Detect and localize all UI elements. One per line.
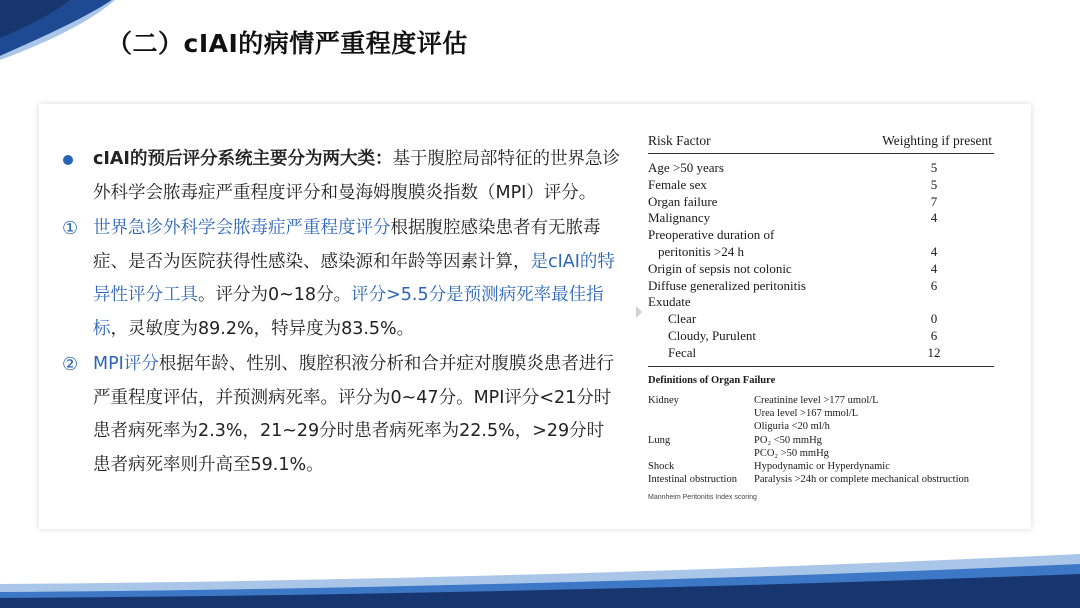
item1-highlight-3: 评分>5.5分是预测病死率最佳指标	[93, 285, 604, 339]
item1-text-2: 。评分为0~18分。	[198, 285, 352, 305]
bullet-dot-icon	[63, 155, 73, 165]
table-row: Malignancy 4	[648, 210, 938, 226]
table-row: peritonitis >24 h 4	[658, 243, 938, 259]
bullet-item-2	[60, 348, 620, 482]
table-row: Exudate	[648, 294, 691, 310]
header-risk-factor: Risk Factor	[648, 133, 711, 148]
table-rule-bottom	[648, 366, 994, 367]
item1-highlight-2: 是cIAI的特异性评分工具	[93, 251, 615, 305]
risk-table-rows	[648, 160, 994, 362]
bullet-main-text: 基于腹腔局部特征的世界急诊外科学会脓毒症严重程度评分和曼海姆腹膜炎指数（MPI）评分。	[93, 149, 620, 203]
bullet-main	[60, 143, 620, 210]
item2-text-1: 根据年龄、性别、腹腔积液分析和合并症对腹膜炎患者进行严重程度评估，并预测病死率。评分为0~47分。MPI评分<21分时患者病死率为2.3%，21~29分时患者病死率为22.5%，>29分时患者病死率则升高至59.1%。	[93, 354, 614, 475]
organ-row: Lung PO₂ <50 mmHg	[648, 434, 822, 446]
table-row: Clear 0	[668, 311, 938, 327]
table-rule-top	[648, 153, 994, 154]
table-row: Organ failure 7	[648, 193, 938, 209]
organ-failure-title: Definitions of Organ Failure	[648, 375, 776, 386]
scroll-arrow-icon	[636, 306, 642, 318]
slide-title: （二）cIAI的病情严重程度评估	[107, 29, 468, 58]
organ-row: Oliguria <20 ml/h	[754, 421, 830, 433]
header-weighting: Weighting if present	[882, 133, 992, 148]
bullet-list	[60, 143, 620, 482]
table-row: Fecal 12	[668, 344, 941, 360]
bottom-wave-decoration	[0, 548, 1080, 608]
organ-row: Intestinal obstruction Paralysis >24h or complete mechanical obstruction	[648, 474, 969, 486]
risk-table-header	[648, 133, 994, 153]
table-row: Female sex 5	[648, 176, 938, 192]
organ-row: Shock Hypodynamic or Hyperdynamic	[648, 460, 890, 472]
circled-number-2: ②	[62, 354, 79, 375]
table-caption: Mannheim Peritonitis Index scoring	[648, 494, 757, 501]
item2-highlight-1: MPI评分	[93, 354, 159, 374]
item1-text-1: 根据腹腔感染患者有无脓毒症、是否为医院获得性感染、感染源和年龄等因素计算，	[93, 218, 601, 272]
corner-decoration	[0, 0, 115, 60]
bullet-item-1	[60, 212, 620, 346]
organ-row: Kidney Creatinine level >177 umol/L	[648, 395, 879, 406]
table-row: Diffuse generalized peritonitis 6	[648, 277, 938, 293]
organ-row: Urea level >167 mmol/L	[754, 408, 859, 420]
organ-failure-table	[648, 394, 994, 486]
table-row: Origin of sepsis not colonic 4	[648, 260, 938, 276]
organ-row: PCO₂ >50 mmHg	[754, 447, 829, 459]
circled-number-1: ①	[62, 218, 79, 239]
item1-highlight-1: 世界急诊外科学会脓毒症严重程度评分	[93, 218, 391, 238]
bullet-main-bold: cIAI的预后评分系统主要分为两大类：	[93, 149, 393, 169]
risk-factor-table	[648, 133, 994, 360]
table-row: Age >50 years 5	[648, 160, 938, 175]
item1-text-3: ，灵敏度为89.2%，特异度为83.5%。	[110, 318, 415, 339]
table-row: Cloudy, Purulent 6	[668, 327, 938, 343]
table-row: Preoperative duration of	[648, 227, 775, 243]
